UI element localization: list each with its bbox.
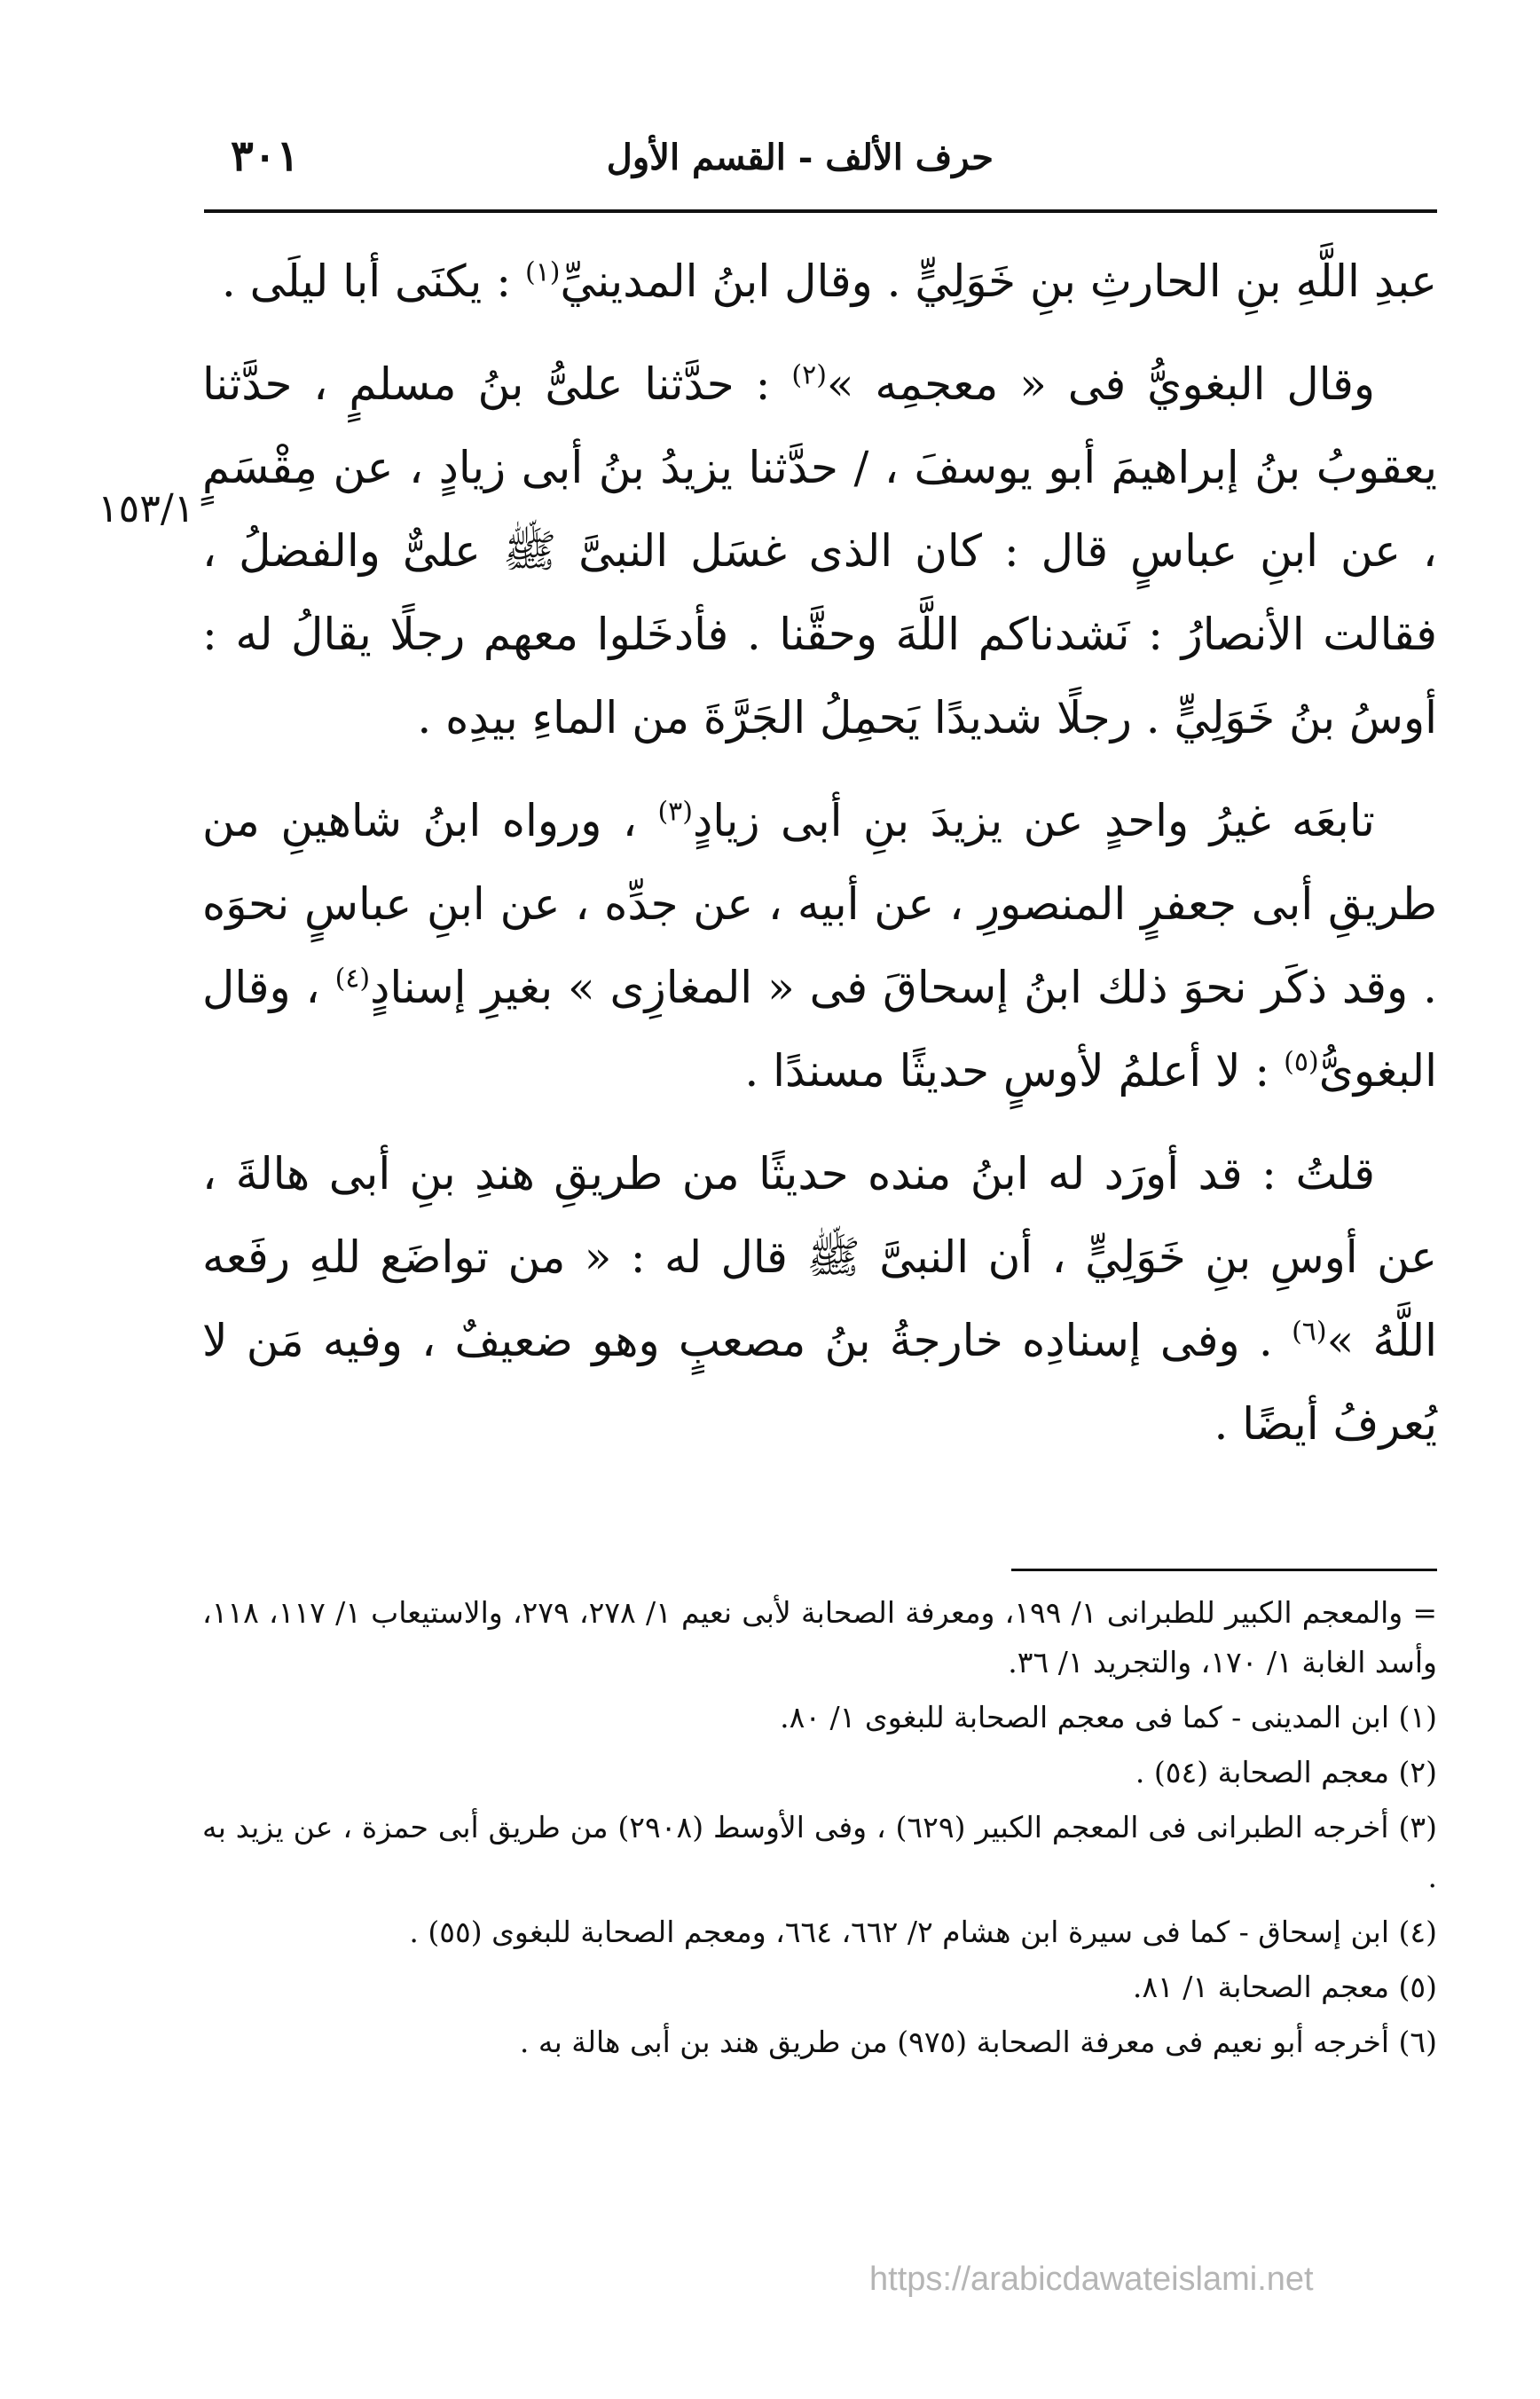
footnote-ref-1: (١) (524, 256, 561, 288)
paragraph-4 (202, 1132, 1437, 1466)
paragraph-3 (202, 779, 1437, 1113)
footnote-ref-3: (٣) (657, 796, 693, 828)
footnote-ref-5: (٥) (1284, 1046, 1319, 1078)
footnote-5: (٥) معجم الصحابة ١/ ٨١. (1132, 1970, 1437, 2004)
footnote-ref-2: (٢) (791, 359, 827, 391)
page-header (195, 131, 1437, 202)
footnote-2: (٢) معجم الصحابة (٥٤) . (1135, 1755, 1437, 1789)
header-rule (204, 209, 1437, 213)
paragraph-3-text-a: تابعَه غيرُ واحدٍ عن يزيدَ بنِ أبى زيادٍ (693, 795, 1375, 846)
margin-volume-page-note: ١٥٣/١ (98, 486, 195, 531)
footnote-continued: = والمعجم الكبير للطبرانى ١/ ١٩٩، ومعرفة الصحابة لأبى نعيم ١/ ٢٧٨، ٢٧٩، والاستيعاب ١/ ١١٧، ١١٨، وأسد الغابة ١/ ١٧٠، والتجريد ١/ ٣٦. (202, 1595, 1438, 1679)
paragraph-3-text-b: ، ورواه ابنُ شاهينِ من طريقِ أبى جعفرٍ المنصورِ ، عن أبيه ، عن جدِّه ، عن ابنِ عباسٍ نحوَه . وقد ذكَر نحوَ ذلك ابنُ إسحاقَ فى « المغازِى » بغيرِ إسنادٍ (202, 795, 1437, 1013)
page-number: ٣٠١ (231, 131, 300, 181)
paragraph-4-text-b: . وفى إسنادِه خارجةُ بنُ مصعبٍ وهو ضعيفٌ ، وفيه مَن لا يُعرفُ أيضًا . (202, 1315, 1437, 1450)
paragraph-3-text-d: : لا أعلمُ لأوسٍ حديثًا مسندًا . (744, 1045, 1285, 1097)
main-text (202, 240, 1437, 1466)
footnote-3: (٣) أخرجه الطبرانى فى المعجم الكبير (٦٢٩) ، وفى الأوسط (٢٩٠٨) من طريق أبى حمزة ، عن يزيد به . (202, 1810, 1437, 1894)
running-head: حرف الألف - القسم الأول (606, 137, 994, 178)
paragraph-4-text-a: قلتُ : قد أورَد له ابنُ منده حديثًا من طريقِ هندِ بنِ أبى هالةَ ، عن أوسِ بنِ خَوَلِيٍّ ، أن النبىَّ ﷺ قال له : « من تواضَع للهِ رفَعه اللَّهُ » (202, 1148, 1437, 1366)
paragraph-1-text-a: عبدِ اللَّهِ بنِ الحارثِ بنِ خَوَلِيٍّ . وقال ابنُ المدينيِّ (560, 256, 1437, 307)
footnotes (202, 1588, 1437, 2073)
watermark-url: https://arabicdawateislami.net (869, 2261, 1314, 2298)
paragraph-2-text-a: وقال البغويُّ فى « معجمِه » (826, 358, 1376, 410)
paragraph-2-text-b: : حدَّثنا علىُّ بنُ مسلمٍ ، حدَّثنا يعقوبُ بنُ إبراهيمَ أبو يوسفَ ، / حدَّثنا يزيدُ بنُ أبى زيادٍ ، عن مِقْسَمٍ ، عن ابنِ عباسٍ قال : كان الذى غسَل النبىَّ ﷺ علىٌّ والفضلُ ، فقالت الأنصارُ : نَشدناكم اللَّهَ وحقَّنا . فأدخَلوا معهم رجلًا يقالُ له : أوسُ بنُ خَوَلِيٍّ . رجلًا شديدًا يَحمِلُ الجَرَّةَ من الماءِ بيدِه . (202, 358, 1437, 743)
footnote-4: (٤) ابن إسحاق - كما فى سيرة ابن هشام ٢/ ٦٦٢، ٦٦٤، ومعجم الصحابة للبغوى (٥٥) . (409, 1915, 1437, 1949)
footnote-6: (٦) أخرجه أبو نعيم فى معرفة الصحابة (٩٧٥) من طريق هند بن أبى هالة به . (519, 2025, 1437, 2059)
paragraph-2 (202, 342, 1437, 759)
paragraph-1 (202, 240, 1437, 323)
footnote-ref-4: (٤) (334, 963, 371, 995)
footnote-ref-6: (٦) (1292, 1316, 1327, 1348)
paragraph-3-text-c: ، وقال البغوىُّ (202, 962, 1437, 1097)
paragraph-1-text-b: : يكنَى أبا ليلَى . (221, 256, 525, 307)
footnote-1: (١) ابن المدينى - كما فى معجم الصحابة للبغوى ١/ ٨٠. (780, 1700, 1437, 1734)
footnote-rule (1011, 1569, 1437, 1571)
